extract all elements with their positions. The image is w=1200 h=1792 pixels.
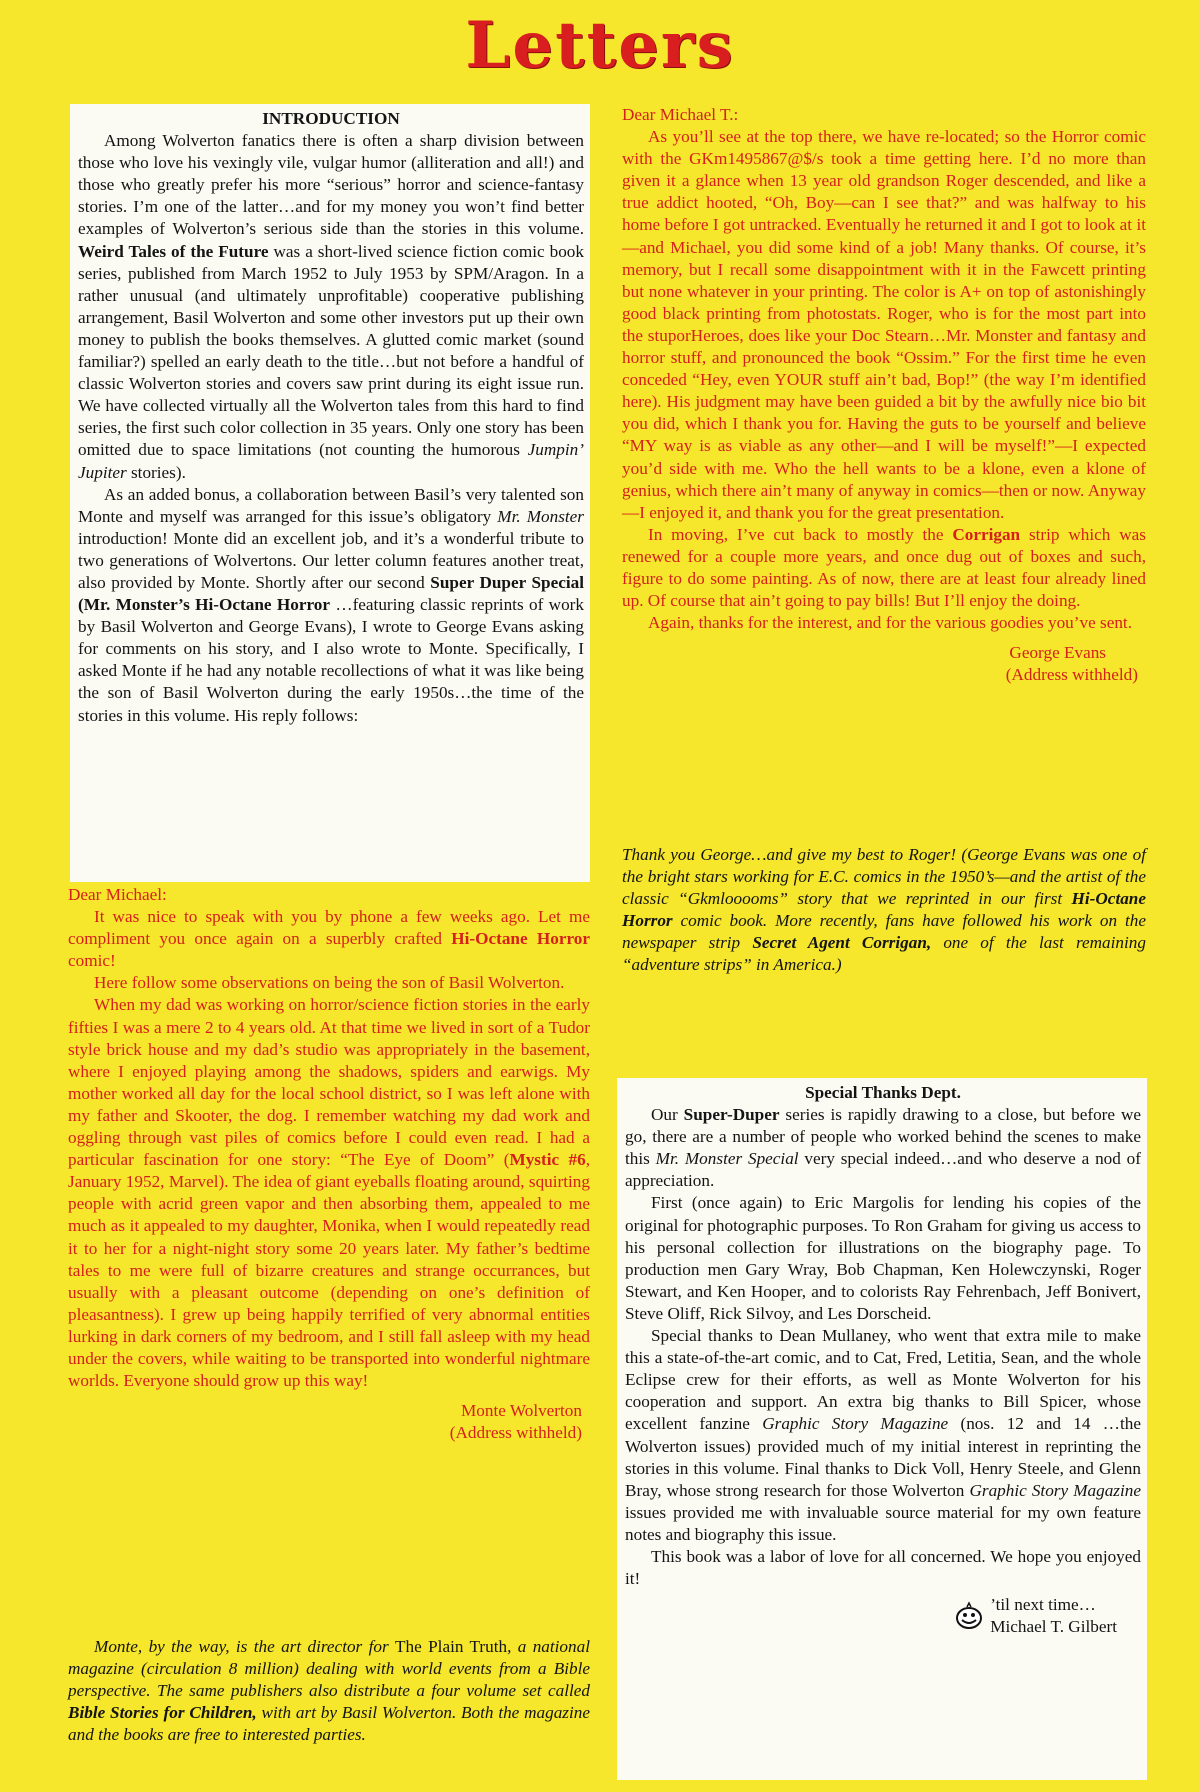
monte-signature-name: Monte Wolverton [461,1401,582,1421]
evans-signature-address: (Address withheld) [1005,665,1138,685]
monte-editor-note: Monte, by the way, is the art director for The Plain Truth, a national magazine (circulation 8 million) dealing with world events from a Bible perspective. The same publishers also distribute a four volume set called Bible Stories for Children, with art by Basil Wolverton. Both the magazine and the books are free to interested parties. [68,1637,590,1745]
evans-paragraph-1: As you’ll see at the top there, we have re-located; so the Horror comic with the GKm1495867@$/s took a time getting here. I’d no more than given it a glance when 13 year old grandson Roger descended, and like a true addict hooted, “Oh, Boy—can I see that?” and was halfway to his home before I got untracked. Eventually he returned it and I got to look at it—and Michael, you did some kind of a job! Many thanks. Of course, it’s memory, but I recall some disappointment with it in the Fawcett printing but none whatever in your printing. The color is A+ on top of astonishingly good black printing from photostats. Roger, who is for the most part into the stuporHeroes, does like your Doc Stearn…Mr. Monster and fantasy and horror stuff, and pronounced the book “Ossim.” For the first time he even conceded “Hey, even YOUR stuff ain’t bad, Bop!” (the way I’m identified here). His judgment may have been guided a bit by the awfully nice bio bit you did, which I thank you for. Having the guts to be yourself and believe “MY way is as viable as any other—and I will be myself!”—I expected you’d side with me. Who the hell wants to be a klone, even a klone of genius, which there ain’t many of anyway in comics—then or now. Anyway—I enjoyed it, and thank you for the great presentation. [622,127,1146,522]
monte-paragraph-3: When my dad was working on horror/science fiction stories in the early fifties I was a mere 2 to 4 years old. At that time we lived in sort of a Tudor style brick house and my dad’s studio was appropriately in the basement, where I enjoyed playing among the shadows, spiders and earwigs. My mother worked all day for the local school district, so I was left alone with my father and Skooter, the dog. I remember watching my dad work and oggling through vast piles of comics before I could even read. I had a particular fascination for one story: “The Eye of Doom” (Mystic #6, January 1952, Marvel). The idea of giant eyeballs floating around, squirting people with acrid green vapor and then absorbing them, appealed to me much as it appealed to my daughter, Monika, when I would repeatedly read it to her for a night-night story some 20 years later. My father’s bedtime tales to me were full of bizarre creatures and strange occurrances, but usually with a pleasant outcome (depending on one’s definition of pleasantness). I grew up being happily terrified of very abnormal entities lurking in dark corners of my bedroom, and I still fall asleep with my head under the covers, while waiting to be transported into wonderful nightmare worlds. Everyone should grow up this way! [68,995,590,1391]
introduction-paragraph-2: As an added bonus, a collaboration between Basil’s very talented son Monte and myself was arranged for this issue’s obligatory Mr. Monster introduction! Monte did an excellent job, and it’s a wonderful tribute to two generations of Wolvertons. Our letter column features another treat, also provided by Monte. Shortly after our second Super Duper Special (Mr. Monster’s Hi-Octane Horror …featuring classic reprints of work by Basil Wolverton and George Evans), I wrote to George Evans asking for comments on his story, and I also wrote to Monte. Specifically, I asked Monte if he had any notable recollections of what it was like being the son of Basil Wolverton during the early 1950s…the time of the stories in this volume. His reply follows: [78,484,585,725]
evans-signature-name: George Evans [1009,643,1106,663]
signoff-name: Michael T. Gilbert [990,1617,1117,1637]
special-thanks-box [617,1078,1147,1780]
monte-paragraph-2: Here follow some observations on being the son of Basil Wolverton. [94,973,565,993]
introduction-heading: INTRODUCTION [262,109,400,128]
evans-letter [622,104,1146,686]
evans-editor-note: Thank you George…and give my best to Roger! (George Evans was one of the bright stars working for E.C. comics in the 1950’s—and the artist of the classic “Gkmlooooms” story that we reprinted in our first Hi-Octane Horror comic book. More recently, fans have followed his work on the newspaper strip Secret Agent Corrigan, one of the last remaining “adventure strips” in America.) [622,845,1146,975]
monte-letter [68,884,590,1444]
introduction-box [70,104,590,882]
introduction-paragraph-1: Among Wolverton fanatics there is often a sharp division between those who love his vexingly vile, vulgar humor (alliteration and all!) and those who greatly prefer his more “serious” horror and science-fantasy stories. I’m one of the latter…and for my money you won’t find better examples of Wolverton’s serious side than the stories in this volume. Weird Tales of the Future was a short-lived science fiction comic book series, published from March 1952 to July 1953 by SPM/Aragon. In a rather unusual (and ultimately unprofitable) cooperative publishing arrangement, Basil Wolverton and some other investors put up their own money to publish the books themselves. A glutted comic market (sound familiar?) spelled an early death to the title…but not before a handful of classic Wolverton stories and covers saw print during its eight issue run. We have collected virtually all the Wolverton tales from this hard to find series, the first such color collection in 35 years. Only one story has been omitted due to space limitations (not counting the humorous Jumpin’ Jupiter stories). [78,131,584,482]
signoff-text [990,1594,1117,1638]
editor-signoff [625,1594,1141,1638]
grinning-face-icon [954,1601,984,1631]
signoff-line: ’til next time… [990,1595,1096,1615]
thanks-paragraph-1: Our Super-Duper series is rapidly drawing to a close, but before we go, there are a number of people who worked behind the scenes to make this Mr. Monster Special very special indeed…and who deserve a nod of appreciation. [625,1105,1141,1191]
special-thanks-heading: Special Thanks Dept. [805,1083,961,1102]
monte-salutation: Dear Michael: [68,885,167,904]
evans-paragraph-3: Again, thanks for the interest, and for the various goodies you’ve sent. [648,613,1132,633]
thanks-paragraph-3: Special thanks to Dean Mullaney, who went that extra mile to make this a state-of-the-art comic, and to Cat, Fred, Letitia, Sean, and the whole Eclipse crew for their efforts, as well as Monte Wolverton for his cooperation and support. An extra big thanks to Bill Spicer, whose excellent fanzine Graphic Story Magazine (nos. 12 and 14 …the Wolverton issues) provided much of my initial interest in reprinting the stories in this volume. Final thanks to Dick Voll, Henry Steele, and Glenn Bray, whose strong research for those Wolverton Graphic Story Magazine issues provided me with invaluable source material for my own feature notes and biography this issue. [625,1326,1141,1544]
page-title: Letters [465,8,735,83]
monte-paragraph-1: It was nice to speak with you by phone a few weeks ago. Let me compliment you once again on a superbly crafted Hi-Octane Horror comic! [68,907,590,971]
monte-signature-address: (Address withheld) [449,1423,582,1443]
thanks-paragraph-4: This book was a labor of love for all concerned. We hope you enjoyed it! [625,1546,1141,1589]
evans-salutation: Dear Michael T.: [622,105,739,124]
thanks-paragraph-2: First (once again) to Eric Margolis for lending his copies of the original for photographic purposes. To Ron Graham for giving us access to his personal collection for illustrations on the biography page. To production men Gary Wray, Bob Chapman, Ken Holewczynski, Roger Stewart, and Ken Hooper, and to colorists Ray Fehrenbach, Jeff Bonivert, Steve Oliff, Rick Silvoy, and Les Dorscheid. [625,1193,1141,1323]
evans-paragraph-2: In moving, I’ve cut back to mostly the Corrigan strip which was renewed for a couple more years, and once dug out of boxes and such, figure to do some painting. As of now, there are at least four already lined up. Of course that ain’t going to pay bills! But I’ll enjoy the doing. [622,524,1146,611]
